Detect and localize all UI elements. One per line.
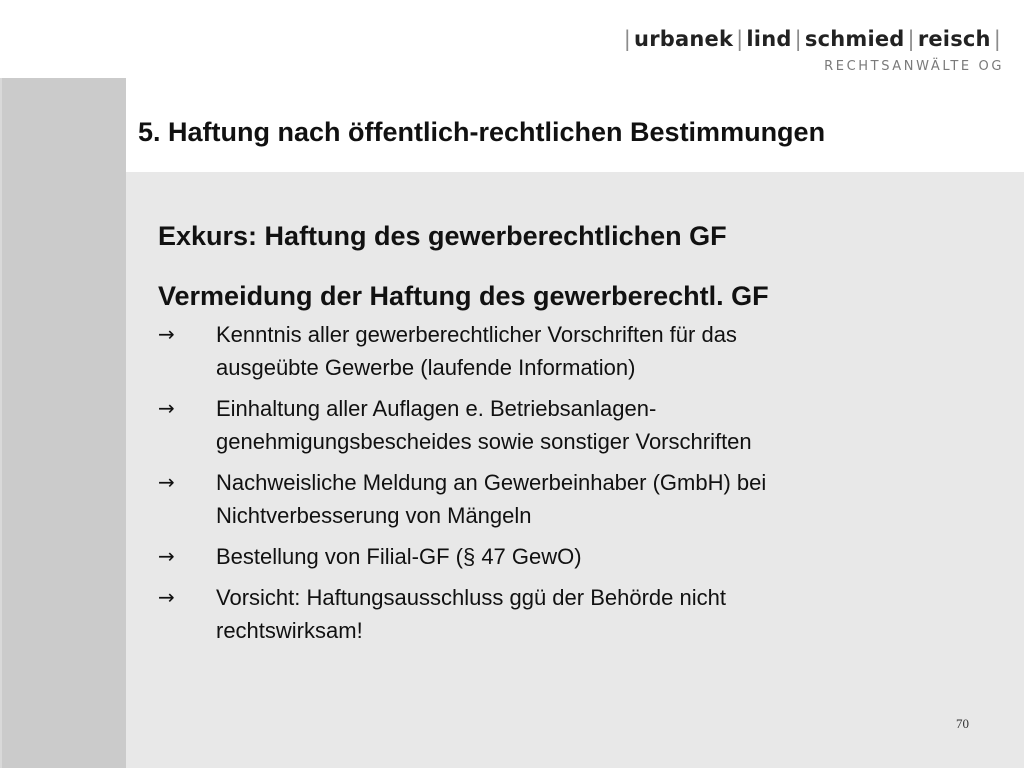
logo-name-reisch: reisch bbox=[917, 27, 991, 51]
section-heading-excursus: Exkurs: Haftung des gewerberechtlichen GF bbox=[158, 221, 727, 251]
section-heading-avoidance: Vermeidung der Haftung des gewerberechtl. GF bbox=[158, 281, 769, 311]
bullet-text: Einhaltung aller Auflagen e. Betriebsanlagen- genehmigungsbescheides sowie sonstiger Vorschriften bbox=[216, 396, 752, 454]
bullet-text: Bestellung von Filial-GF (§ 47 GewO) bbox=[216, 544, 582, 569]
logo-subtitle: RECHTSANWÄLTE OG bbox=[824, 59, 1004, 74]
logo-separator: | bbox=[794, 27, 802, 51]
bullet-text: Vorsicht: Haftungsausschluss ggü der Behörde nicht rechtswirksam! bbox=[216, 585, 726, 643]
logo-name-schmied: schmied bbox=[804, 27, 905, 51]
page-number: 70 bbox=[956, 716, 969, 731]
list-item bbox=[158, 392, 958, 458]
arrow-right-icon: → bbox=[158, 585, 175, 609]
list-item bbox=[158, 540, 958, 573]
arrow-right-icon: → bbox=[158, 396, 175, 420]
list-item bbox=[158, 581, 958, 647]
list-item bbox=[158, 318, 958, 384]
logo-separator: | bbox=[623, 27, 632, 51]
firm-logo bbox=[621, 26, 1004, 76]
bullet-list bbox=[158, 318, 958, 655]
logo-separator: | bbox=[907, 27, 915, 51]
logo-names bbox=[621, 26, 1004, 52]
logo-name-urbanek: urbanek bbox=[634, 27, 734, 51]
arrow-right-icon: → bbox=[158, 322, 175, 346]
arrow-right-icon: → bbox=[158, 544, 175, 568]
left-sidebar-strip bbox=[0, 78, 126, 768]
slide-title: 5. Haftung nach öffentlich-rechtlichen Bestimmungen bbox=[138, 117, 826, 147]
bullet-text: Kenntnis aller gewerberechtlicher Vorschriften für das ausgeübte Gewerbe (laufende Information) bbox=[216, 322, 737, 380]
logo-name-lind: lind bbox=[746, 27, 792, 51]
logo-separator: | bbox=[736, 27, 744, 51]
left-strip-edge bbox=[0, 78, 2, 768]
bullet-text: Nachweisliche Meldung an Gewerbeinhaber (GmbH) bei Nichtverbesserung von Mängeln bbox=[216, 470, 767, 528]
list-item bbox=[158, 466, 958, 532]
arrow-right-icon: → bbox=[158, 470, 175, 494]
logo-separator: | bbox=[993, 27, 1001, 51]
